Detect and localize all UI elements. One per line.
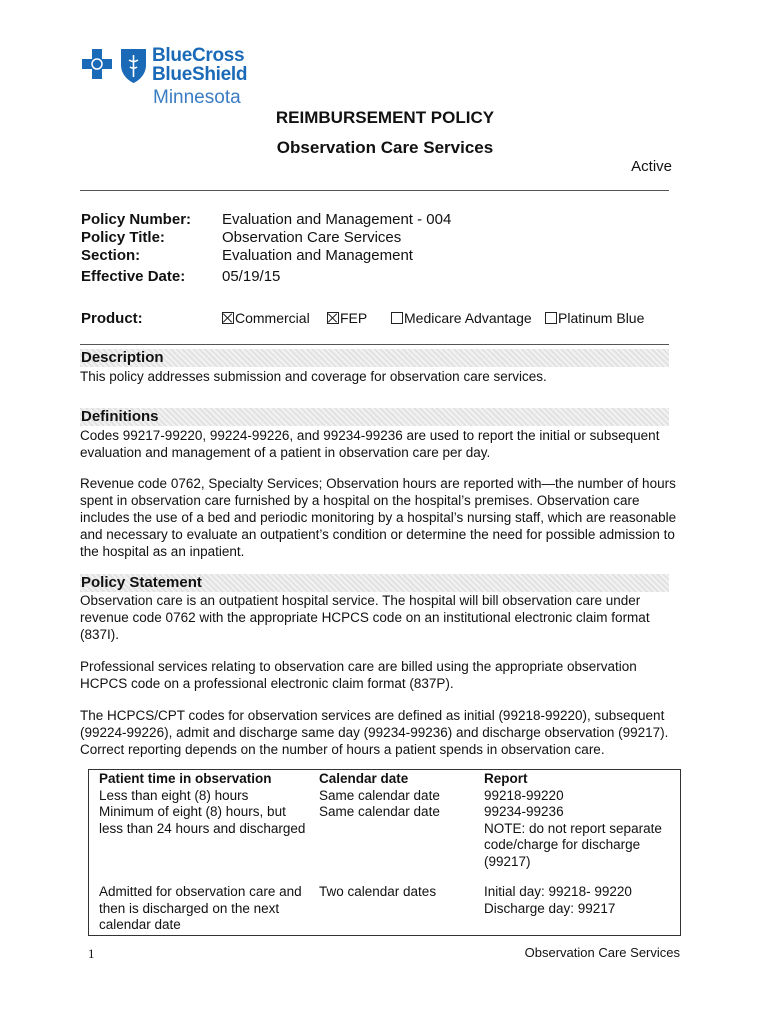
definitions-paragraph-1: Codes 99217-99220, 99224-99226, and 99234-99236 are used to report the initial or subsequent evaluation and management of a patient in observation care per day. <box>80 428 660 460</box>
table-row <box>89 870 681 935</box>
header-rule <box>80 190 669 191</box>
table-cell: Minimum of eight (8) hours, but less than 24 hours and discharged <box>89 804 310 870</box>
column-header: Calendar date <box>309 770 474 788</box>
table-cell: Admitted for observation care and then is discharged on the next calendar date <box>89 870 310 935</box>
observation-codes-table <box>88 769 681 936</box>
product-option-commercial[interactable]: Commercial <box>222 310 310 326</box>
policy-title-value: Observation Care Services <box>222 229 402 246</box>
effective-date-label: Effective Date: <box>81 268 186 285</box>
checkbox-checked-icon[interactable] <box>222 312 234 324</box>
table-cell: 99218-99220 <box>474 788 681 805</box>
policy-statement-paragraph-1: Observation care is an outpatient hospital service. The hospital will bill observation care under revenue code 0762 with the appropriate HCPCS code on an institutional electronic claim format (837I). <box>80 593 650 642</box>
company-logo <box>80 45 280 109</box>
logo-line-2: BlueShield <box>152 64 248 85</box>
policy-number-value: Evaluation and Management - 004 <box>222 211 452 228</box>
policy-statement-paragraph-3: The HCPCS/CPT codes for observation services are defined as initial (99218-99220), subsequent (99224-99226), admit and discharge same day (99234-99236) and discharge observation (99217). Correct reporting depends on the number of hours a patient spends in observation care. <box>80 708 669 757</box>
column-header: Patient time in observation <box>89 770 310 788</box>
table-header-row <box>89 770 681 788</box>
document-title: REIMBURSEMENT POLICY <box>275 108 495 127</box>
column-header: Report <box>474 770 681 788</box>
definitions-paragraph-2: Revenue code 0762, Specialty Services; Observation hours are reported with—the number of hours spent in observation care furnished by a hospital on the hospital’s premises. Observation care includes the use of a bed and periodic monitoring by a hospital’s nursing staff, which are reasonable and necessary to evaluate an outpatient’s condition or determine the need for possible admission to the hospital as an inpatient. <box>80 476 677 559</box>
page-number: 1 <box>88 946 95 961</box>
section-value: Evaluation and Management <box>222 247 413 264</box>
policy-statement-heading: Policy Statement <box>80 574 669 592</box>
checkbox-checked-icon[interactable] <box>327 312 339 324</box>
product-option-medicare-advantage[interactable]: Medicare Advantage <box>391 310 532 326</box>
document-subtitle: Observation Care Services <box>276 138 494 157</box>
table-cell: 99234-99236 NOTE: do not report separate code/charge for discharge (99217) <box>474 804 681 870</box>
policy-status: Active <box>631 158 672 175</box>
description-text: This policy addresses submission and coverage for observation care services. <box>80 369 547 384</box>
meta-rule <box>80 344 669 345</box>
table-cell: Less than eight (8) hours <box>89 788 310 805</box>
table-row <box>89 804 681 870</box>
product-option-fep[interactable]: FEP <box>327 310 367 326</box>
footer-title: Observation Care Services <box>524 945 680 960</box>
checkbox-unchecked-icon[interactable] <box>545 312 557 324</box>
policy-number-label: Policy Number: <box>81 211 192 228</box>
effective-date-value: 05/19/15 <box>222 268 281 285</box>
table-row <box>89 788 681 805</box>
table-cell: Initial day: 99218- 99220 Discharge day: 99217 <box>474 870 681 935</box>
table-cell: Same calendar date <box>319 787 440 803</box>
description-heading: Description <box>80 349 669 367</box>
policy-title-label: Policy Title: <box>81 229 165 246</box>
checkbox-unchecked-icon[interactable] <box>391 312 403 324</box>
product-label: Product: <box>81 310 143 327</box>
table-cell: Same calendar date <box>319 804 440 819</box>
table-cell: Two calendar dates <box>309 870 474 935</box>
logo-line-1: BlueCross <box>152 45 245 66</box>
product-option-platinum-blue[interactable]: Platinum Blue <box>545 310 644 326</box>
policy-statement-paragraph-2: Professional services relating to observation care are billed using the appropriate observation HCPCS code on a professional electronic claim format (837P). <box>80 659 637 691</box>
blue-cross-shield-icon <box>80 47 150 85</box>
definitions-heading: Definitions <box>80 408 669 426</box>
logo-line-3: Minnesota <box>153 87 241 108</box>
section-label: Section: <box>81 247 141 264</box>
